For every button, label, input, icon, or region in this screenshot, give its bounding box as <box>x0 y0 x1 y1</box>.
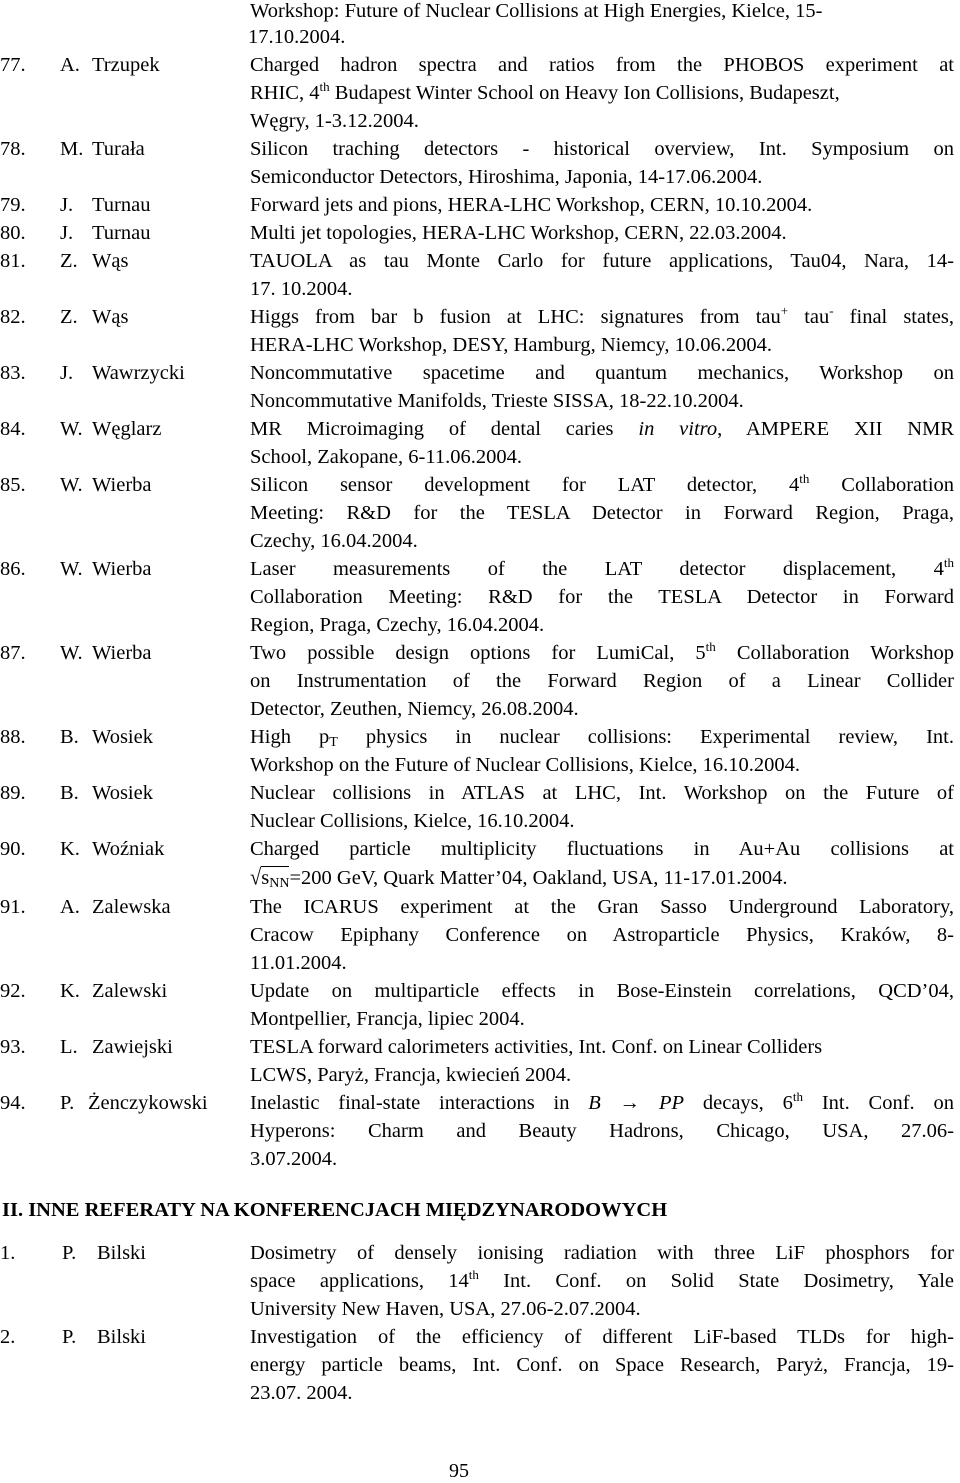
page-number: 95 <box>449 1460 469 1482</box>
entry-number: 2. <box>0 1326 16 1348</box>
entry-line: Noncommutative Manifolds, Trieste SISSA, 18-22.10.2004. <box>250 390 744 412</box>
entry-line: The ICARUS experiment at the Gran Sasso Underground Laboratory, <box>250 896 954 918</box>
entry-number: 79. <box>0 194 26 216</box>
entry-initial: W. <box>60 418 83 440</box>
arrow-right-icon: → <box>600 1092 659 1114</box>
entry-initial: A. <box>60 54 80 76</box>
entry-number: 84. <box>0 418 26 440</box>
entry-surname: Wąs <box>92 306 129 328</box>
entry-number: 82. <box>0 306 26 328</box>
entry-line: LCWS, Paryż, Francja, kwiecień 2004. <box>250 1064 572 1086</box>
entry-line: Silicon sensor development for LAT detector, 4th Collaboration <box>250 471 955 496</box>
entry-line: Meeting: R&D for the TESLA Detector in Forward Region, Praga, <box>250 502 954 524</box>
entry-line: Investigation of the efficiency of different LiF-based TLDs for high- <box>250 1326 954 1348</box>
entry-number: 77. <box>0 54 26 76</box>
sqrt-icon: √ <box>250 865 262 891</box>
entry-line: Czechy, 16.04.2004. <box>250 530 418 552</box>
entry-line: Montpellier, Francja, lipiec 2004. <box>250 1008 525 1030</box>
entry-surname: Wąs <box>92 250 129 272</box>
entry-initial: Z. <box>60 306 78 328</box>
entry-line: 17. 10.2004. <box>250 278 353 300</box>
entry-line: Collaboration Meeting: R&D for the TESLA Detector in Forward <box>250 586 954 608</box>
entry-line: Region, Praga, Czechy, 16.04.2004. <box>250 614 545 636</box>
entry-line: Nuclear collisions in ATLAS at LHC, Int. Workshop on the Future of <box>250 782 954 804</box>
entry-line: on Instrumentation of the Forward Region of a Linear Collider <box>250 670 954 692</box>
entry-initial: P. <box>62 1326 77 1348</box>
entry-line: TAUOLA as tau Monte Carlo for future applications, Tau04, Nara, 14- <box>250 250 954 272</box>
entry-line: Cracow Epiphany Conference on Astroparticle Physics, Kraków, 8- <box>250 924 954 946</box>
entry-surname: Bilski <box>97 1242 146 1264</box>
entry-initial: J. <box>60 222 74 244</box>
entry-number: 89. <box>0 782 26 804</box>
entry-line: Charged particle multiplicity fluctuations in Au+Au collisions at <box>250 838 954 860</box>
entry-line: School, Zakopane, 6-11.06.2004. <box>250 446 522 468</box>
entry-line: energy particle beams, Int. Conf. on Space Research, Paryż, Francja, 19- <box>250 1354 954 1376</box>
entry-surname: Wierba <box>92 642 152 664</box>
entry-number: 78. <box>0 138 26 160</box>
entry-initial: B. <box>60 782 79 804</box>
entry-line: Semiconductor Detectors, Hiroshima, Japonia, 14-17.06.2004. <box>250 166 763 188</box>
continued-line-2: 17.10.2004. <box>248 26 346 48</box>
entry-initial: A. <box>60 896 80 918</box>
entry-line: 3.07.2004. <box>250 1148 338 1170</box>
entry-initial: B. <box>60 726 79 748</box>
entry-line: Detector, Zeuthen, Niemcy, 26.08.2004. <box>250 698 579 720</box>
entry-line: Dosimetry of densely ionising radiation with three LiF phosphors for <box>250 1242 954 1264</box>
entry-number: 86. <box>0 558 26 580</box>
entry-surname: Zalewska <box>92 896 171 918</box>
entry-surname: Wierba <box>92 474 152 496</box>
entry-number: 83. <box>0 362 26 384</box>
entry-surname: Turała <box>92 138 145 160</box>
entry-line: MR Microimaging of dental caries in vitro, AMPERE XII NMR <box>250 418 954 440</box>
entry-surname: Turnau <box>92 222 151 244</box>
entry-line: 11.01.2004. <box>250 952 347 974</box>
entry-line: Workshop on the Future of Nuclear Collisions, Kielce, 16.10.2004. <box>250 754 801 776</box>
entry-initial: L. <box>60 1036 78 1058</box>
entry-initial: W. <box>60 558 83 580</box>
entry-surname: Turnau <box>92 194 151 216</box>
section-heading: II. INNE REFERATY NA KONFERENCJACH MIĘDZYNARODOWYCH <box>2 1199 668 1221</box>
entry-surname: Wosiek <box>92 726 153 748</box>
entry-initial: Z. <box>60 250 78 272</box>
continued-line-1: Workshop: Future of Nuclear Collisions at High Energies, Kielce, 15- <box>250 0 823 22</box>
entry-surname: Zawiejski <box>92 1036 173 1058</box>
entry-surname: Bilski <box>97 1326 146 1348</box>
entry-line: Nuclear Collisions, Kielce, 16.10.2004. <box>250 810 575 832</box>
entry-line: High $p_T$ physics in nuclear collisions: Experimental review, Int. <box>250 726 954 750</box>
entry-surname: Woźniak <box>92 838 165 860</box>
entry-surname: Zalewski <box>92 980 168 1002</box>
entry-line: $√s_{NN}=200$ GeV, Quark Matter’04, Oakland, USA, 11-17.01.2004. <box>250 866 787 894</box>
entry-line: Węgry, 1-3.12.2004. <box>250 110 419 132</box>
entry-number: 91. <box>0 896 26 918</box>
entry-line: Inelastic final-state interactions in B → PP decays, 6th Int. Conf. on <box>250 1089 954 1114</box>
entry-initial: J. <box>60 194 74 216</box>
entry-line: University New Haven, USA, 27.06-2.07.2004. <box>250 1298 641 1320</box>
entry-line: Two possible design options for LumiCal, 5th Collaboration Workshop <box>250 639 954 664</box>
entry-line: RHIC, 4th Budapest Winter School on Heavy Ion Collisions, Budapeszt, <box>250 79 840 104</box>
entry-initial: P. <box>62 1242 77 1264</box>
entry-line: Silicon traching detectors - historical overview, Int. Symposium on <box>250 138 954 160</box>
entry-line: Forward jets and pions, HERA-LHC Workshop, CERN, 10.10.2004. <box>250 194 813 216</box>
entry-line: 23.07. 2004. <box>250 1382 353 1404</box>
entry-initial: W. <box>60 474 83 496</box>
entry-surname: Żenczykowski <box>88 1092 208 1114</box>
entry-surname: Węglarz <box>92 418 162 440</box>
entry-number: 93. <box>0 1036 26 1058</box>
entry-number: 88. <box>0 726 26 748</box>
entry-line: Update on multiparticle effects in Bose-Einstein correlations, QCD’04, <box>250 980 954 1002</box>
entry-initial: P. <box>60 1092 75 1114</box>
entry-line: space applications, 14th Int. Conf. on Solid State Dosimetry, Yale <box>250 1267 954 1292</box>
entry-line: Laser measurements of the LAT detector displacement, 4th <box>250 555 954 580</box>
entry-initial: W. <box>60 642 83 664</box>
entry-line: Hyperons: Charm and Beauty Hadrons, Chicago, USA, 27.06- <box>250 1120 954 1142</box>
entry-surname: Wawrzycki <box>92 362 185 384</box>
entry-initial: K. <box>60 838 80 860</box>
entry-number: 80. <box>0 222 26 244</box>
entry-line: Higgs from bar b fusion at LHC: signatures from tau+ tau- final states, <box>250 303 954 328</box>
entry-line: HERA-LHC Workshop, DESY, Hamburg, Niemcy, 10.06.2004. <box>250 334 773 356</box>
entry-number: 85. <box>0 474 26 496</box>
entry-initial: K. <box>60 980 80 1002</box>
entry-initial: J. <box>60 362 74 384</box>
entry-surname: Wosiek <box>92 782 153 804</box>
entry-initial: M. <box>60 138 84 160</box>
entry-line: Charged hadron spectra and ratios from the PHOBOS experiment at <box>250 54 954 76</box>
entry-number: 87. <box>0 642 26 664</box>
entry-number: 81. <box>0 250 26 272</box>
entry-surname: Trzupek <box>92 54 160 76</box>
entry-surname: Wierba <box>92 558 152 580</box>
entry-number: 92. <box>0 980 26 1002</box>
entry-line: Multi jet topologies, HERA-LHC Workshop, CERN, 22.03.2004. <box>250 222 787 244</box>
entry-line: TESLA forward calorimeters activities, Int. Conf. on Linear Colliders <box>250 1036 823 1058</box>
entry-number: 1. <box>0 1242 16 1264</box>
entry-number: 90. <box>0 838 26 860</box>
entry-line: Noncommutative spacetime and quantum mechanics, Workshop on <box>250 362 954 384</box>
entry-number: 94. <box>0 1092 26 1114</box>
